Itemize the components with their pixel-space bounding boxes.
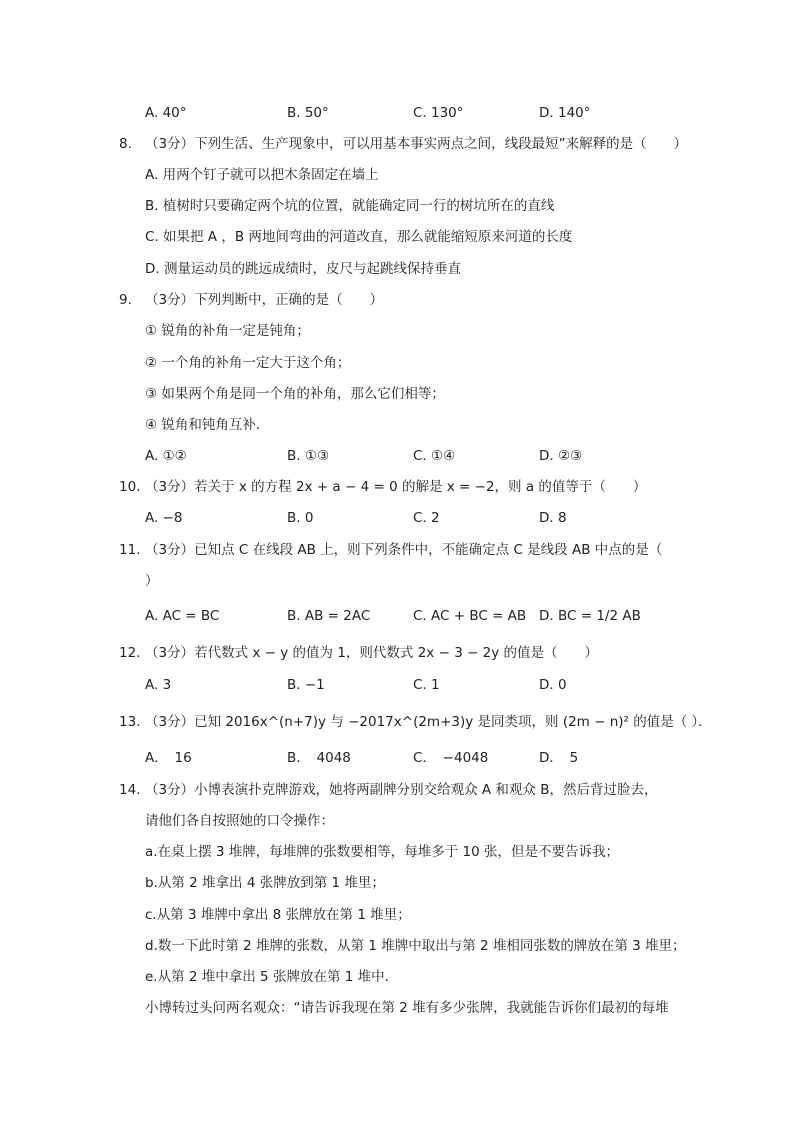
q13-stem: （3分）已知 2016x^(n+7)y 与 −2017x^(2m+3)y 是同类项，则 (2m − n)² 的值是（ ）． xyxy=(145,714,712,730)
q9-statement-3: ③ 如果两个角是同一个角的补角，那么它们相等； xyxy=(145,386,445,402)
q8-stem: （3分）下列生活、生产现象中，可以用基本事实两点之间，线段最短”来解释的是（ ） xyxy=(145,136,688,152)
q11-number: 11. xyxy=(119,542,141,558)
q11-option-b: B. AB = 2AC xyxy=(287,608,371,624)
q9-option-a: A. ①② xyxy=(145,448,187,464)
q13-number: 13. xyxy=(119,714,141,730)
q14-stem: （3分）小博表演扑克牌游戏，她将两副牌分别交给观众 A 和观众 B，然后背过脸去， xyxy=(145,782,658,798)
q12-stem: （3分）若代数式 x − y 的值为 1，则代数式 2x − 3 − 2y 的值是（ ） xyxy=(145,645,599,661)
q14-step-d: d.数一下此时第 2 堆牌的张数，从第 1 堆牌中取出与第 2 堆相同张数的牌放在第 3 堆里； xyxy=(145,938,686,954)
q12-option-d: D. 0 xyxy=(539,677,567,693)
q8-option-b: B. 植树时只要确定两个坑的位置，就能确定同一行的树坑所在的直线 xyxy=(145,198,555,214)
q8-number: 8. xyxy=(119,136,132,152)
q7-option-d: D. 140° xyxy=(539,105,591,121)
q14-number: 14. xyxy=(119,782,141,798)
q9-number: 9. xyxy=(119,292,132,308)
q14-step-c: c.从第 3 堆牌中拿出 8 张牌放在第 1 堆里； xyxy=(145,907,411,923)
q14-step-a: a.在桌上摆 3 堆牌，每堆牌的张数要相等，每堆多于 10 张，但是不要告诉我； xyxy=(145,844,619,860)
q10-option-c: C. 2 xyxy=(413,510,440,526)
q12-number: 12. xyxy=(119,645,141,661)
q7-option-a: A. 40° xyxy=(145,105,187,121)
q9-stem: （3分）下列判断中，正确的是（ ） xyxy=(145,292,384,308)
q10-option-a: A. −8 xyxy=(145,510,183,526)
q9-statement-4: ④ 锐角和钝角互补． xyxy=(145,417,270,433)
q7-option-c: C. 130° xyxy=(413,105,464,121)
q11-option-d: D. BC = 1/2 AB xyxy=(539,608,641,624)
q12-option-b: B. −1 xyxy=(287,677,325,693)
q9-option-b: B. ①③ xyxy=(287,448,330,464)
q8-option-d: D. 测量运动员的跳远成绩时，皮尺与起跳线保持垂直 xyxy=(145,261,461,277)
q14-closing: 小博转过头问两名观众：“请告诉我现在第 2 堆有多少张牌，我就能告诉你们最初的每堆 xyxy=(145,1000,669,1016)
q10-stem: （3分）若关于 x 的方程 2x + a − 4 = 0 的解是 x = −2，则 a 的值等于（ ） xyxy=(145,479,647,495)
q13-option-c: C． −4048 xyxy=(413,750,489,766)
q7-option-b: B. 50° xyxy=(287,105,329,121)
q9-option-c: C. ①④ xyxy=(413,448,456,464)
q10-option-b: B. 0 xyxy=(287,510,314,526)
q14-step-b: b.从第 2 堆拿出 4 张牌放到第 1 堆里； xyxy=(145,875,385,891)
q10-option-d: D. 8 xyxy=(539,510,567,526)
q11-stem-cont: ） xyxy=(145,573,159,589)
q10-number: 10. xyxy=(119,479,141,495)
q9-statement-1: ① 锐角的补角一定是钝角； xyxy=(145,323,310,339)
q13-option-a: A． 16 xyxy=(145,750,192,766)
q9-option-d: D. ②③ xyxy=(539,448,583,464)
q8-option-a: A. 用两个钉子就可以把木条固定在墙上 xyxy=(145,167,379,183)
q11-option-a: A. AC = BC xyxy=(145,608,220,624)
q14-stem-line2: 请他们各自按照她的口令操作： xyxy=(145,813,334,829)
q11-stem: （3分）已知点 C 在线段 AB 上，则下列条件中，不能确定点 C 是线段 AB 中点的是（ xyxy=(145,542,663,558)
q13-option-d: D． 5 xyxy=(539,750,579,766)
q14-step-e: e.从第 2 堆中拿出 5 张牌放在第 1 堆中． xyxy=(145,969,399,985)
q9-statement-2: ② 一个角的补角一定大于这个角； xyxy=(145,355,351,371)
q11-option-c: C. AC + BC = AB xyxy=(413,608,527,624)
q12-option-c: C. 1 xyxy=(413,677,440,693)
q12-option-a: A. 3 xyxy=(145,677,172,693)
q8-option-c: C. 如果把 A ，B 两地间弯曲的河道改直，那么就能缩短原来河道的长度 xyxy=(145,229,573,245)
q13-option-b: B． 4048 xyxy=(287,750,351,766)
